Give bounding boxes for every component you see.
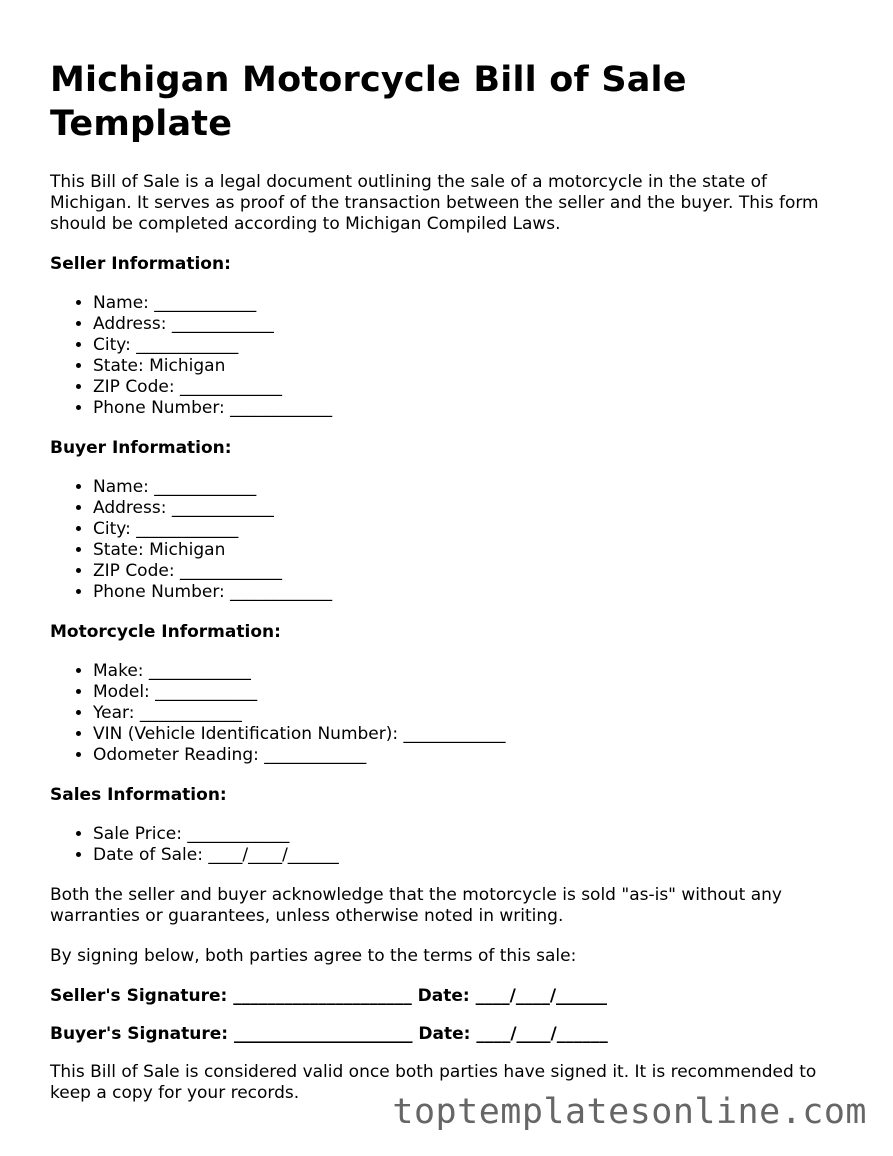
list-item: • City: ____________ [93, 519, 850, 540]
list-item: • Sale Price: ____________ [93, 824, 850, 845]
buyer-list [50, 477, 850, 603]
agreement-paragraph: By signing below, both parties agree to the terms of this sale: [50, 946, 577, 966]
list-item: • VIN (Vehicle Identification Number): ____________ [93, 724, 850, 745]
list-item: • State: Michigan [93, 540, 850, 561]
list-item: • State: Michigan [93, 356, 850, 377]
list-item: • Phone Number: ____________ [93, 582, 850, 603]
list-item: • Phone Number: ____________ [93, 398, 850, 419]
list-item: • Year: ____________ [93, 703, 850, 724]
list-item: • Name: ____________ [93, 477, 850, 498]
list-item: • Odometer Reading: ____________ [93, 745, 850, 766]
sales-list [50, 824, 850, 866]
intro-paragraph: This Bill of Sale is a legal document outlining the sale of a motorcycle in the state of Michigan. It serves as proof of the transaction between the seller and the buyer. This form should be completed according to Michigan Compiled Laws. [50, 172, 819, 234]
closing-paragraph: This Bill of Sale is considered valid once both parties have signed it. It is recommended to keep a copy for your records. [50, 1062, 817, 1103]
as-is-paragraph: Both the seller and buyer acknowledge that the motorcycle is sold "as-is" without any warranties or guarantees, unless otherwise noted in writing. [50, 885, 782, 926]
list-item: • Date of Sale: ____/____/______ [93, 845, 850, 866]
motorcycle-list [50, 661, 850, 766]
list-item: • ZIP Code: ____________ [93, 561, 850, 582]
seller-signature-line: Seller's Signature: _____________________ Date: ____/____/______ [50, 986, 608, 1006]
seller-list [50, 293, 850, 419]
list-item: • Model: ____________ [93, 682, 850, 703]
sales-heading: Sales Information: [50, 785, 227, 805]
list-item: • Address: ____________ [93, 498, 850, 519]
buyer-heading: Buyer Information: [50, 438, 232, 458]
list-item: • ZIP Code: ____________ [93, 377, 850, 398]
watermark: toptemplatesonline.com [392, 1092, 867, 1132]
list-item: • Name: ____________ [93, 293, 850, 314]
document-page [50, 58, 850, 1104]
list-item: • City: ____________ [93, 335, 850, 356]
list-item: • Make: ____________ [93, 661, 850, 682]
list-item: • Address: ____________ [93, 314, 850, 335]
motorcycle-heading: Motorcycle Information: [50, 622, 281, 642]
seller-heading: Seller Information: [50, 254, 231, 274]
buyer-signature-line: Buyer's Signature: _____________________ Date: ____/____/______ [50, 1024, 608, 1044]
page-title: Michigan Motorcycle Bill of Sale Template [50, 60, 687, 144]
